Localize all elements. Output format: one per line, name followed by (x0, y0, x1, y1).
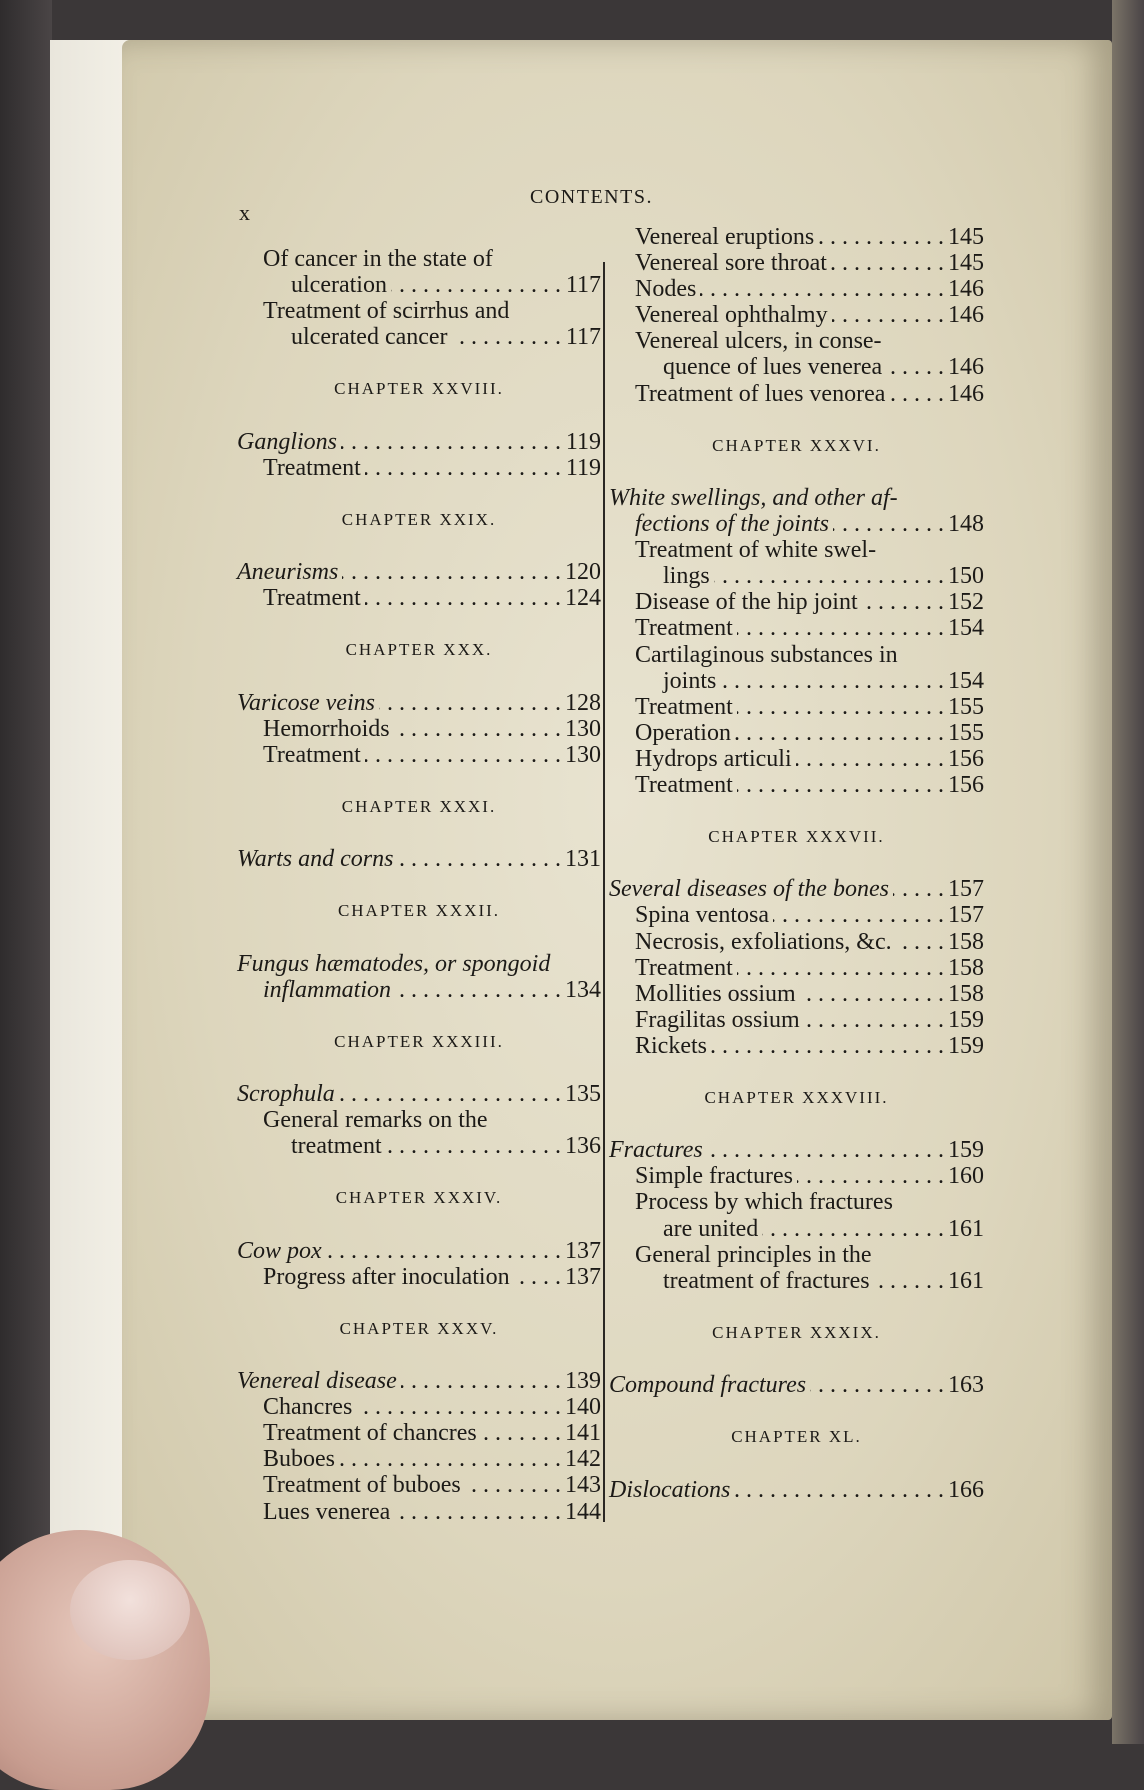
toc-entry-line (609, 354, 984, 380)
toc-entry-line (237, 716, 601, 742)
entry-title: Treatment of buboes (263, 1472, 461, 1499)
entry-title: Process by which fractures (635, 1189, 893, 1216)
entry-title: General principles in the (635, 1241, 872, 1268)
entry-title: Treatment of chancres (263, 1420, 477, 1447)
entry-page-number: 146 (948, 380, 984, 407)
toc-entry-line (237, 324, 601, 350)
toc-entry-line (609, 929, 984, 955)
entry-title: Ganglions (237, 428, 338, 455)
toc-entry-line (609, 668, 984, 694)
entry-title: Aneurisms (237, 559, 339, 586)
entry-page-number: 134 (565, 976, 601, 1003)
chapter-heading: CHAPTER XXXII. (337, 901, 501, 921)
dot-leader (707, 1137, 944, 1163)
toc-entry-line (609, 328, 984, 354)
dot-leader (514, 1264, 561, 1290)
entry-page-number: 161 (948, 1267, 984, 1294)
dot-leader (720, 668, 944, 694)
entry-title: Nodes (635, 276, 697, 303)
entry-title: Disease of the hip joint (635, 589, 858, 616)
dot-leader (326, 1238, 561, 1264)
entry-page-number: 154 (948, 667, 984, 694)
toc-entry-line (609, 746, 984, 772)
entry-page-number: 145 (948, 224, 984, 250)
dot-leader (737, 955, 944, 981)
entry-title: Compound fractures (609, 1372, 807, 1399)
entry-page-number: 160 (948, 1163, 984, 1190)
entry-title: Treatment (263, 585, 361, 612)
dot-leader (832, 302, 944, 328)
entry-page-number: 130 (565, 715, 601, 742)
dot-leader (386, 1133, 561, 1159)
entry-title: Hemorrhoids (263, 715, 390, 742)
chapter-heading: CHAPTER XXXI. (341, 796, 497, 816)
entry-page-number: 117 (565, 272, 601, 299)
dot-leader (365, 742, 561, 768)
entry-title: Operation (635, 719, 731, 746)
toc-entry-line (237, 977, 601, 1003)
dot-leader (737, 615, 944, 641)
entry-title: Fragilitas ossium (635, 1006, 800, 1033)
chapter-heading: CHAPTER XXIX. (341, 509, 497, 529)
dot-leader (401, 1368, 561, 1394)
entry-page-number: 144 (565, 1498, 601, 1525)
toc-entry-line (609, 876, 984, 902)
toc-entry-line (609, 1137, 984, 1163)
toc-entry-line (609, 955, 984, 981)
entry-page-number: 139 (565, 1368, 601, 1395)
entry-page-number: 140 (565, 1394, 601, 1421)
entry-title: Venereal eruptions (635, 224, 815, 250)
toc-entry-line (237, 1394, 601, 1420)
entry-page-number: 145 (948, 250, 984, 277)
dot-leader (700, 276, 944, 302)
toc-entry-line (609, 694, 984, 720)
toc-entry-line (609, 981, 984, 1007)
toc-entry-line (237, 559, 601, 585)
entry-page-number: 119 (565, 454, 601, 481)
dot-leader (391, 272, 561, 298)
toc-entry-line (609, 1372, 984, 1398)
toc-entry-line (609, 720, 984, 746)
dot-leader (797, 1163, 944, 1189)
entry-title: ulceration (291, 272, 387, 299)
entry-title: Treatment (263, 741, 361, 768)
entry-page-number: 130 (565, 741, 601, 768)
toc-entry-line (609, 224, 984, 250)
dot-leader (737, 772, 944, 798)
dot-leader (714, 563, 944, 589)
entry-page-number: 143 (565, 1472, 601, 1499)
toc-entry-line (609, 1007, 984, 1033)
entry-page-number: 136 (565, 1133, 601, 1160)
chapter-heading: CHAPTER XL. (731, 1427, 862, 1447)
running-title: CONTENTS. (530, 186, 653, 208)
entry-page-number: 163 (948, 1372, 984, 1399)
toc-entry-line (609, 511, 984, 537)
dot-leader (737, 694, 944, 720)
entry-page-number: 137 (565, 1263, 601, 1290)
toc-entry-line (609, 1242, 984, 1268)
entry-title: Lues venerea (263, 1498, 391, 1525)
dot-leader (481, 1420, 561, 1446)
entry-title: Progress after inoculation (263, 1263, 510, 1290)
dot-leader (831, 250, 944, 276)
toc-entry-line (609, 563, 984, 589)
entry-title: Venereal sore throat (635, 250, 827, 277)
toc-entry-line (609, 642, 984, 668)
toc-entry-line (237, 1107, 601, 1133)
toc-entry-line (609, 381, 984, 407)
dot-leader (810, 1372, 944, 1398)
entry-page-number: 128 (565, 689, 601, 716)
toc-entry-line (237, 1238, 601, 1264)
entry-page-number: 146 (948, 354, 984, 381)
entry-page-number: 152 (948, 589, 984, 616)
dot-leader (365, 585, 561, 611)
entry-title: Fungus hæmatodes, or spongoid (237, 950, 551, 977)
dot-leader (896, 929, 944, 955)
dot-leader (394, 1499, 561, 1525)
dot-leader (886, 354, 944, 380)
toc-entry-line (237, 298, 601, 324)
chapter-heading: CHAPTER XXXIX. (712, 1322, 881, 1342)
dot-leader (356, 1394, 561, 1420)
dot-leader (397, 846, 561, 872)
entry-title: White swellings, and other af- (609, 484, 898, 511)
chapter-heading: CHAPTER XXX. (345, 640, 493, 660)
entry-page-number: 148 (948, 511, 984, 538)
page-number: x (239, 200, 250, 225)
entry-page-number: 146 (948, 302, 984, 329)
entry-title: lings (663, 563, 710, 590)
entry-title: joints (663, 667, 717, 694)
entry-page-number: 119 (565, 428, 601, 455)
dot-leader (862, 589, 944, 615)
entry-title: Treatment (635, 693, 733, 720)
entry-page-number: 159 (948, 1032, 984, 1059)
entry-page-number: 131 (565, 846, 601, 873)
dot-leader (796, 746, 944, 772)
dot-leader (893, 876, 944, 902)
toc-entry-line (237, 846, 601, 872)
toc-entry-line (237, 742, 601, 768)
dot-leader (452, 324, 561, 350)
entry-title: ulcerated cancer (291, 324, 448, 351)
entry-title: Hydrops articuli (635, 745, 792, 772)
toc-entry-line (237, 455, 601, 481)
entry-page-number: 161 (948, 1215, 984, 1242)
entry-title: Several diseases of the bones (609, 876, 889, 903)
dot-leader (804, 1007, 944, 1033)
entry-page-number: 117 (565, 324, 601, 351)
entry-title: Venereal ophthalmy (635, 302, 828, 329)
toc-entry-line (609, 250, 984, 276)
toc-entry-line (237, 1081, 601, 1107)
chapter-heading: CHAPTER XXXIV. (335, 1188, 503, 1208)
toc-entry-line (237, 1446, 601, 1472)
chapter-heading: CHAPTER XXXIII. (334, 1031, 504, 1051)
entry-page-number: 158 (948, 980, 984, 1007)
entry-page-number: 157 (948, 902, 984, 929)
toc-entry-line (237, 1499, 601, 1525)
entry-page-number: 146 (948, 276, 984, 303)
dot-leader (342, 559, 561, 585)
entry-title: Of cancer in the state of (263, 246, 493, 272)
entry-page-number: 150 (948, 563, 984, 590)
entry-page-number: 124 (565, 585, 601, 612)
entry-page-number: 156 (948, 771, 984, 798)
entry-title: Spina ventosa (635, 902, 769, 929)
entry-title: Scrophula (237, 1081, 335, 1107)
toc-entry-line (237, 951, 601, 977)
entry-title: Treatment of white swel- (635, 537, 877, 564)
dot-leader (365, 455, 561, 481)
entry-page-number: 156 (948, 745, 984, 772)
entry-title: Buboes (263, 1446, 335, 1473)
entry-title: Treatment (635, 771, 733, 798)
dot-leader (833, 511, 944, 537)
dot-leader (465, 1472, 561, 1498)
toc-entry-line (609, 276, 984, 302)
entry-title: Treatment (635, 615, 733, 642)
dot-leader (394, 716, 561, 742)
dot-leader (339, 1081, 561, 1107)
toc-entry-line (609, 1268, 984, 1294)
entry-title: Mollities ossium (635, 980, 796, 1007)
toc-entry-line (609, 1477, 984, 1503)
toc-entry-line (237, 1133, 601, 1159)
entry-page-number: 155 (948, 719, 984, 746)
entry-title: Venereal disease (237, 1368, 397, 1395)
toc-entry-line (609, 1216, 984, 1242)
entry-page-number: 141 (565, 1420, 601, 1447)
entry-title: Dislocations (609, 1476, 731, 1503)
entry-page-number: 137 (565, 1237, 601, 1264)
entry-title: inflammation (263, 976, 392, 1003)
entry-title: fections of the joints (635, 511, 829, 538)
toc-entry-line (609, 902, 984, 928)
dot-leader (800, 981, 944, 1007)
contents-right-column (609, 224, 984, 1503)
entry-page-number: 157 (948, 876, 984, 903)
toc-entry-line (237, 1368, 601, 1394)
toc-entry-line (609, 1189, 984, 1215)
toc-entry-line (609, 1033, 984, 1059)
entry-title: Treatment of scirrhus and (263, 298, 510, 325)
dot-leader (889, 381, 944, 407)
entry-title: Cow pox (237, 1237, 322, 1264)
toc-entry-line (609, 615, 984, 641)
entry-page-number: 158 (948, 928, 984, 955)
entry-title: Cartilaginous substances in (635, 641, 898, 668)
dot-leader (818, 224, 944, 250)
dot-leader (711, 1033, 944, 1059)
toc-entry-line (609, 772, 984, 798)
toc-entry-line (609, 485, 984, 511)
entry-title: Chancres (263, 1394, 353, 1421)
chapter-heading: CHAPTER XXXV. (339, 1318, 499, 1338)
entry-page-number: 155 (948, 693, 984, 720)
toc-entry-line (237, 1264, 601, 1290)
dot-leader (735, 720, 944, 746)
toc-entry-line (237, 429, 601, 455)
entry-title: Treatment (635, 954, 733, 981)
entry-page-number: 142 (565, 1446, 601, 1473)
toc-entry-line (609, 589, 984, 615)
entry-page-number: 154 (948, 615, 984, 642)
dot-leader (762, 1216, 944, 1242)
dot-leader (395, 977, 561, 1003)
entry-title: Simple fractures (635, 1163, 793, 1190)
entry-title: treatment of fractures (663, 1267, 870, 1294)
entry-title: Treatment of lues venorea (635, 380, 886, 407)
book-cover-right (1112, 0, 1144, 1744)
toc-entry-line (237, 1420, 601, 1446)
dot-leader (341, 429, 561, 455)
chapter-heading: CHAPTER XXXVI. (712, 435, 881, 455)
book-cover-left (0, 0, 52, 1744)
entry-title: Treatment (263, 454, 361, 481)
toc-entry-line (609, 302, 984, 328)
thumbnail (70, 1560, 190, 1660)
entry-page-number: 166 (948, 1476, 984, 1503)
entry-title: General remarks on the (263, 1107, 488, 1134)
dot-leader (874, 1268, 944, 1294)
toc-entry-line (609, 537, 984, 563)
entry-title: are united (663, 1215, 759, 1242)
entry-title: Necrosis, exfoliations, &c. (635, 928, 892, 955)
dot-leader (773, 902, 944, 928)
dot-leader (734, 1477, 944, 1503)
dot-leader (339, 1446, 561, 1472)
entry-title: Venereal ulcers, in conse- (635, 328, 882, 355)
entry-title: Rickets (635, 1032, 707, 1059)
entry-title: Fractures (609, 1137, 703, 1164)
entry-title: Warts and corns (237, 846, 394, 873)
toc-entry-line (237, 585, 601, 611)
toc-entry-line (237, 246, 601, 272)
toc-entry-line (237, 1472, 601, 1498)
toc-entry-line (237, 690, 601, 716)
column-divider (603, 262, 605, 1522)
entry-page-number: 159 (948, 1137, 984, 1164)
entry-page-number: 135 (565, 1081, 601, 1107)
toc-entry-line (237, 272, 601, 298)
chapter-heading: CHAPTER XXXVIII. (704, 1088, 889, 1108)
entry-page-number: 120 (565, 559, 601, 586)
contents-left-column (237, 246, 601, 1525)
dot-leader (379, 690, 561, 716)
entry-title: treatment (291, 1133, 382, 1160)
entry-title: quence of lues venerea (663, 354, 883, 381)
chapter-heading: CHAPTER XXXVII. (708, 827, 885, 847)
entry-title: Varicose veins (237, 689, 375, 716)
chapter-heading: CHAPTER XXVIII. (334, 379, 504, 399)
entry-page-number: 158 (948, 954, 984, 981)
toc-entry-line (609, 1163, 984, 1189)
entry-page-number: 159 (948, 1006, 984, 1033)
